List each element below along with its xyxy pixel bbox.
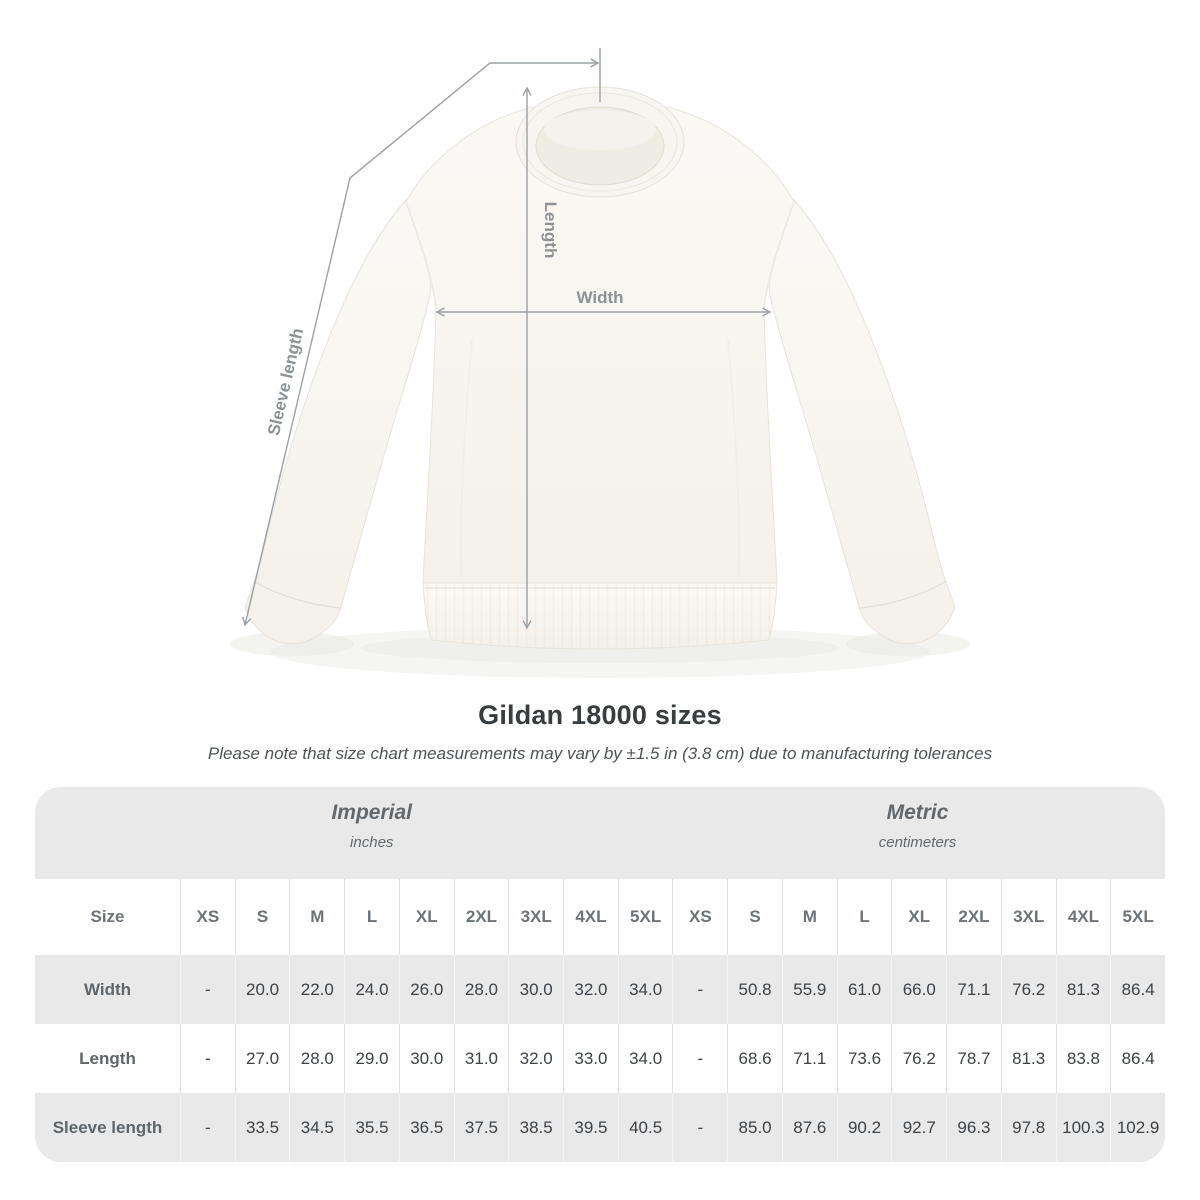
waistband (423, 583, 777, 649)
value-cell: 22.0 (289, 955, 344, 1024)
value-cell: 27.0 (235, 1024, 290, 1093)
value-cell: 83.8 (1056, 1024, 1111, 1093)
value-cell: 90.2 (837, 1093, 892, 1162)
value-cell: - (180, 1093, 235, 1162)
value-cell: 40.5 (618, 1093, 673, 1162)
value-cell: 71.1 (946, 955, 1001, 1024)
value-cell: 97.8 (1001, 1093, 1056, 1162)
value-cell: 102.9 (1110, 1093, 1165, 1162)
value-cell: 81.3 (1056, 955, 1111, 1024)
row-label: Length (35, 1024, 180, 1093)
row-label: Width (35, 955, 180, 1024)
value-cell: 86.4 (1110, 1024, 1165, 1093)
value-cell: 31.0 (454, 1024, 509, 1093)
value-cell: 61.0 (837, 955, 892, 1024)
right-sleeve (769, 198, 955, 644)
value-cell: 28.0 (289, 1024, 344, 1093)
size-header-imperial-4xl: 4XL (563, 879, 618, 955)
value-cell: 76.2 (891, 1024, 946, 1093)
size-header-imperial-2xl: 2XL (454, 879, 509, 955)
size-header-imperial-xs: XS (180, 879, 235, 955)
value-cell: 100.3 (1056, 1093, 1111, 1162)
length-label: Length (541, 201, 560, 259)
value-cell: - (672, 1093, 727, 1162)
size-header-metric-xs: XS (672, 879, 727, 955)
tolerance-note: Please note that size chart measurements may vary by ±1.5 in (3.8 cm) due to manufacturing tolerances (207, 744, 993, 763)
value-cell: 39.5 (563, 1093, 618, 1162)
value-cell: 29.0 (344, 1024, 399, 1093)
value-cell: 37.5 (454, 1093, 509, 1162)
value-cell: 34.0 (618, 1024, 673, 1093)
value-cell: 34.0 (618, 955, 673, 1024)
value-cell: 33.0 (563, 1024, 618, 1093)
value-cell: 73.6 (837, 1024, 892, 1093)
size-header-imperial-m: M (289, 879, 344, 955)
value-cell: - (672, 955, 727, 1024)
value-cell: 81.3 (1001, 1024, 1056, 1093)
size-header-metric-xl: XL (891, 879, 946, 955)
imperial-sublabel: inches (350, 834, 394, 851)
value-cell: 55.9 (782, 955, 837, 1024)
unit-band (35, 787, 1165, 879)
value-cell: 66.0 (891, 955, 946, 1024)
collar (516, 87, 684, 197)
value-cell: - (672, 1024, 727, 1093)
value-cell: 86.4 (1110, 955, 1165, 1024)
value-cell: 28.0 (454, 955, 509, 1024)
value-cell: 32.0 (563, 955, 618, 1024)
value-cell: - (180, 955, 235, 1024)
size-header-metric-l: L (837, 879, 892, 955)
value-cell: 96.3 (946, 1093, 1001, 1162)
size-header-metric-2xl: 2XL (946, 879, 1001, 955)
value-cell: 68.6 (727, 1024, 782, 1093)
row-label: Sleeve length (35, 1093, 180, 1162)
value-cell: 35.5 (344, 1093, 399, 1162)
value-cell: 76.2 (1001, 955, 1056, 1024)
value-cell: - (180, 1024, 235, 1093)
unit-group-metric (879, 801, 957, 851)
value-cell: 36.5 (399, 1093, 454, 1162)
size-header-metric-m: M (782, 879, 837, 955)
size-column-header: Size (35, 879, 180, 955)
size-header-metric-s: S (727, 879, 782, 955)
value-cell: 71.1 (782, 1024, 837, 1093)
size-header-metric-5xl: 5XL (1110, 879, 1165, 955)
size-header-imperial-l: L (344, 879, 399, 955)
value-cell: 50.8 (727, 955, 782, 1024)
size-header-imperial-3xl: 3XL (508, 879, 563, 955)
metric-sublabel: centimeters (878, 834, 957, 851)
size-header-imperial-5xl: 5XL (618, 879, 673, 955)
unit-group-imperial (331, 801, 412, 851)
value-cell: 20.0 (235, 955, 290, 1024)
value-cell: 32.0 (508, 1024, 563, 1093)
size-header-imperial-xl: XL (399, 879, 454, 955)
value-cell: 30.0 (508, 955, 563, 1024)
value-cell: 87.6 (782, 1093, 837, 1162)
value-cell: 92.7 (891, 1093, 946, 1162)
size-header-metric-3xl: 3XL (1001, 879, 1056, 955)
value-cell: 33.5 (235, 1093, 290, 1162)
value-cell: 24.0 (344, 955, 399, 1024)
size-header-metric-4xl: 4XL (1056, 879, 1111, 955)
value-cell: 30.0 (399, 1024, 454, 1093)
metric-label: Metric (886, 801, 949, 824)
value-cell: 85.0 (727, 1093, 782, 1162)
imperial-label: Imperial (331, 801, 413, 824)
width-label: Width (576, 288, 624, 307)
value-cell: 38.5 (508, 1093, 563, 1162)
size-table (35, 787, 1165, 1162)
sleeve-length-label: Sleeve length (264, 326, 308, 438)
size-grid (35, 879, 1165, 1162)
value-cell: 78.7 (946, 1024, 1001, 1093)
value-cell: 34.5 (289, 1093, 344, 1162)
page-title: Gildan 18000 sizes (478, 700, 722, 730)
size-header-imperial-s: S (235, 879, 290, 955)
value-cell: 26.0 (399, 955, 454, 1024)
